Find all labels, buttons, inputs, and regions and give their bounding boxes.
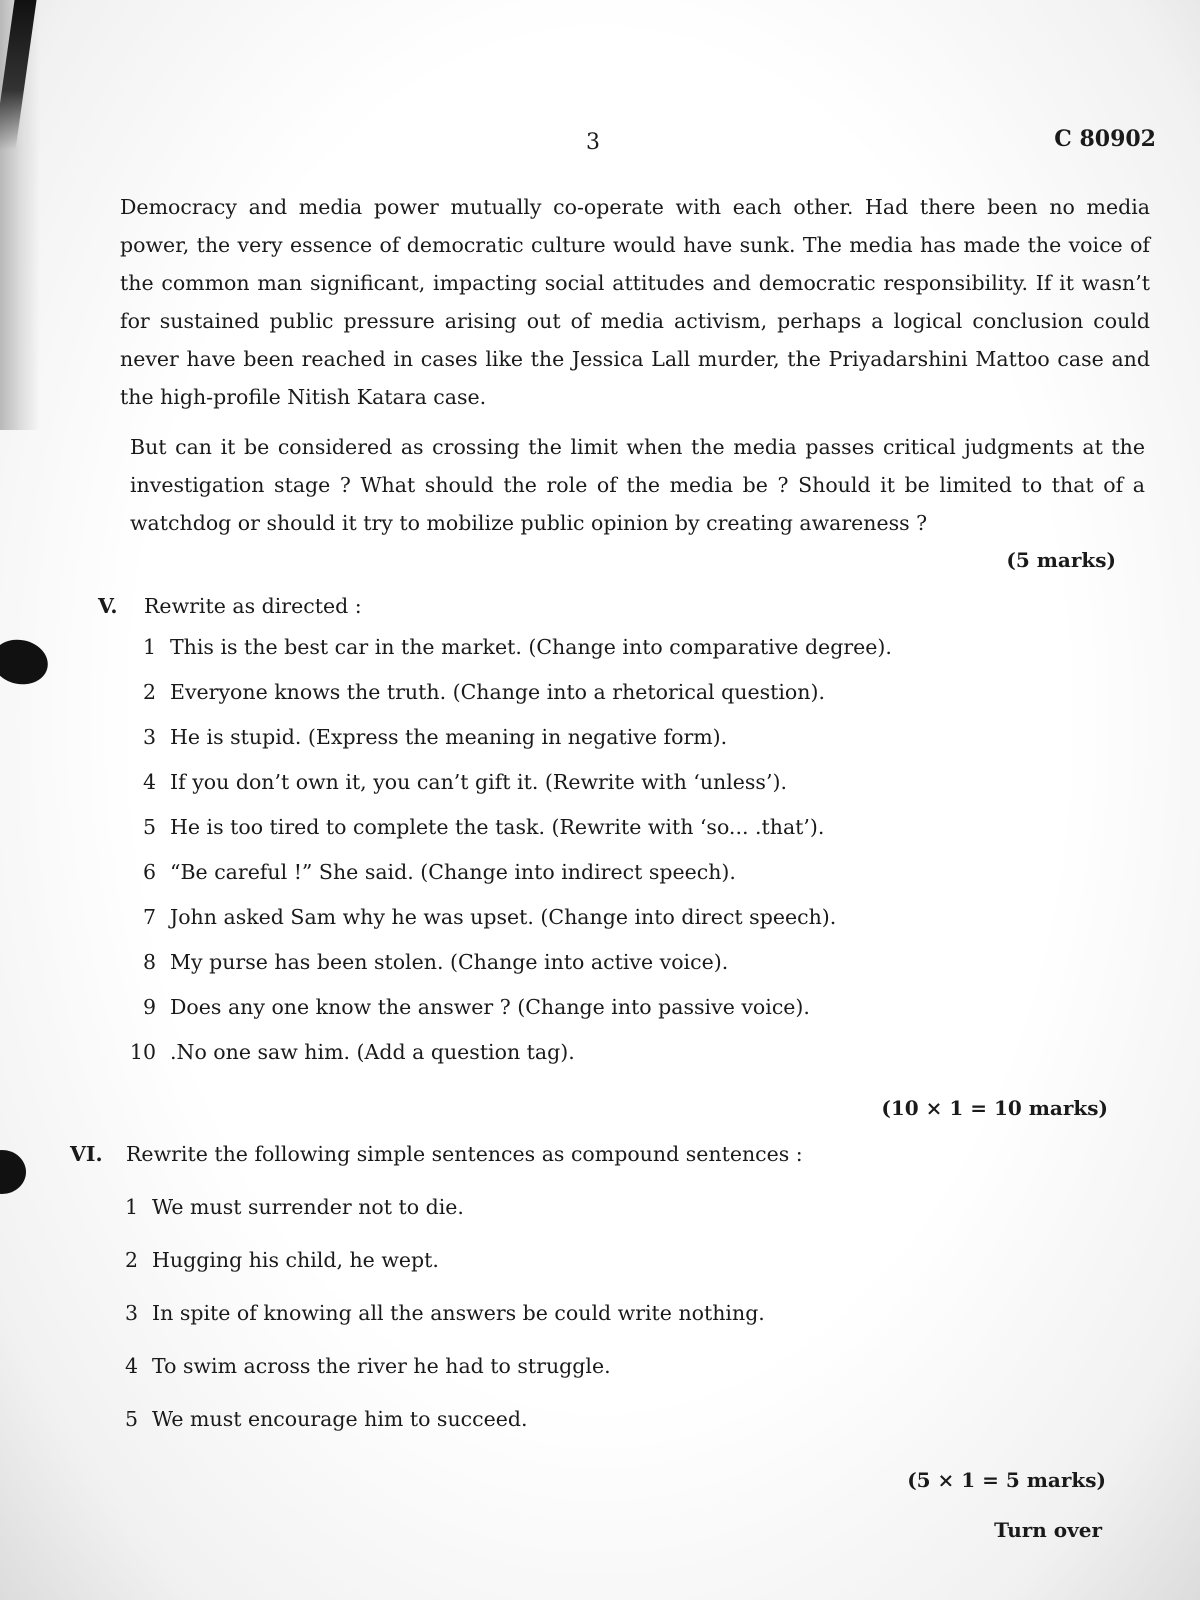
section-5-marks: (10 × 1 = 10 marks) (881, 1096, 1108, 1120)
section-5-title: Rewrite as directed : (144, 594, 362, 618)
list-item: 10 .No one saw him. (Add a question tag). (129, 1040, 575, 1064)
list-item: 5 We must encourage him to succeed. (124, 1407, 528, 1431)
list-item: 3 In spite of knowing all the answers be could write nothing. (124, 1301, 765, 1325)
list-item: 9 Does any one know the answer ? (Change into passive voice). (142, 995, 810, 1019)
list-item: 1 We must surrender not to die. (124, 1195, 464, 1219)
paper-code: C 80902 (1054, 126, 1156, 152)
passage-paragraph-1: Democracy and media power mutually co-operate with each other. Had there been no media power, the very essence of democratic culture would have sunk. The media has made the voice of the common man significant, impacting social attitudes and democratic responsibility. If it wasn’t for sustained public pressure arising out of media activism, perhaps a logical conclusion could never have been reached in cases like the Jessica Lall murder, the Priyadarshini Mattoo case and the high-profile Nitish Katara case. (120, 195, 1150, 409)
list-item: 5 He is too tired to complete the task. (Rewrite with ‘so... .that’). (142, 815, 825, 839)
list-item: 2 Everyone knows the truth. (Change into a rhetorical question). (142, 680, 825, 704)
list-item: 7 John asked Sam why he was upset. (Change into direct speech). (142, 905, 837, 929)
section-6-roman: VI. (70, 1142, 103, 1166)
section-6-marks: (5 × 1 = 5 marks) (907, 1468, 1106, 1492)
punch-hole-mark (0, 1150, 26, 1194)
passage-marks: (5 marks) (1006, 548, 1116, 572)
section-5-roman: V. (98, 594, 118, 618)
list-item: 8 My purse has been stolen. (Change into active voice). (142, 950, 729, 974)
section-6-title: Rewrite the following simple sentences as compound sentences : (126, 1142, 803, 1166)
list-item: 1 This is the best car in the market. (Change into comparative degree). (142, 635, 892, 659)
section-5-heading (98, 594, 362, 618)
page-number: 3 (586, 130, 600, 155)
turn-over-label: Turn over (994, 1518, 1102, 1542)
list-item: 4 If you don’t own it, you can’t gift it. (Rewrite with ‘unless’). (142, 770, 787, 794)
punch-hole-mark (0, 635, 52, 690)
list-item: 6 “Be careful !” She said. (Change into indirect speech). (142, 860, 736, 884)
section-5-list (126, 635, 892, 1085)
list-item: 3 He is stupid. (Express the meaning in negative form). (142, 725, 728, 749)
list-item: 4 To swim across the river he had to struggle. (124, 1354, 611, 1378)
list-item: 2 Hugging his child, he wept. (124, 1248, 439, 1272)
section-6-list (108, 1195, 765, 1460)
section-6-heading (70, 1142, 803, 1166)
passage-paragraph-2: But can it be considered as crossing the limit when the media passes critical judgments at the investigation stage ? What should the role of the media be ? Should it be limited to that of a watchdog or should it try to mobilize public opinion by creating awareness ? (130, 435, 1145, 535)
